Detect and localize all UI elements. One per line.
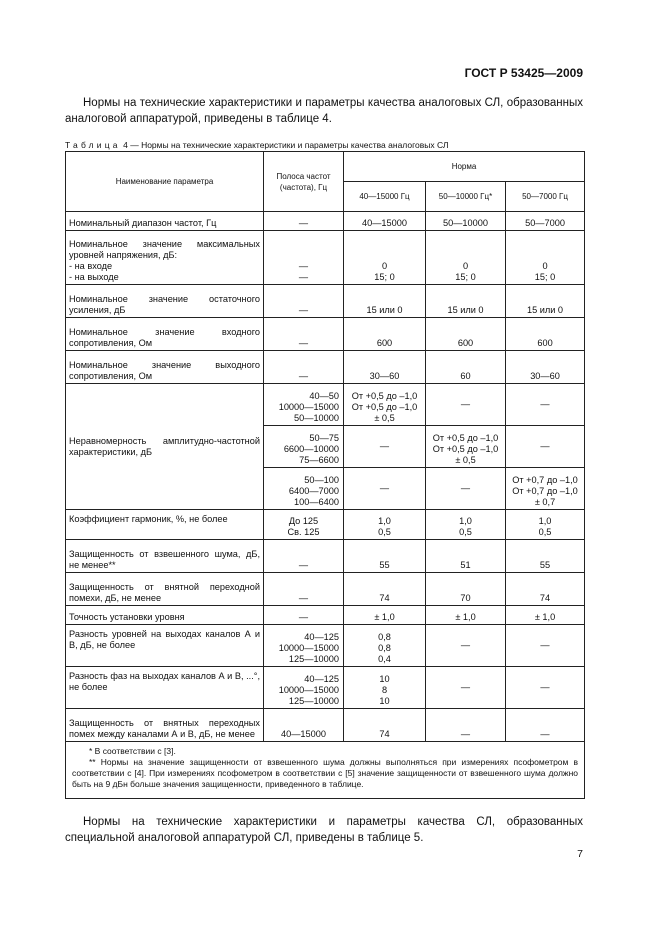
value-line: 10 [379,674,390,684]
value-cell [506,510,585,540]
value-cell: 74 [344,573,426,606]
band-line: — [298,272,309,282]
band-line: 6400—7000 [288,486,339,496]
value-cell: 55 [506,540,585,573]
value-cell: ± 1,0 [426,606,506,625]
intro-paragraph: Нормы на технические характеристики и параметры качества аналоговых СЛ, образованных аналоговой аппаратурой, приведены в таблице 4. [65,97,583,125]
param-cell: Защищенность от внятных переходных помех между каналами А и В, дБ, не менее [66,709,264,742]
value-line: 1,0 [538,516,552,526]
param-cell: Номинальное значение выходного сопротивления, Ом [66,351,264,384]
value-cell: — [344,468,426,510]
value-line: От +0,5 до –1,0 [351,402,418,412]
table-row [66,709,585,742]
band-line: 40—50 [309,391,339,401]
band-line: 10000—15000 [278,685,339,695]
band-cell [264,384,344,426]
header-param: Наименование параметра [66,152,264,212]
value-cell [506,231,585,285]
value-cell: ± 1,0 [344,606,426,625]
value-cell [344,625,426,667]
table-row [66,510,585,540]
table-row [66,540,585,573]
value-cell: 15 или 0 [506,285,585,318]
value-cell: 600 [426,318,506,351]
param-cell: Неравномерность амплитудно-частотной характеристики, дБ [66,384,264,510]
param-text: Номинальное значение максимальных уровней напряжения, дБ: [69,239,260,260]
table-row [66,667,585,709]
band-line: 6600—10000 [283,444,339,454]
value-cell: 74 [344,709,426,742]
band-line: Св. 125 [287,527,320,537]
value-line: 0 [462,261,469,271]
band-cell: — [264,573,344,606]
value-line: 0,4 [378,654,391,664]
band-cell: — [264,540,344,573]
band-cell [264,625,344,667]
value-cell [344,510,426,540]
outro-paragraph: Нормы на технические характеристики и параметры качества СЛ, образованных специальной аналоговой аппаратурой СЛ, приведены в таблице 5. [65,816,583,844]
footnotes-row [66,742,585,799]
header-norm: Норма [344,152,585,182]
band-line: — [298,261,309,271]
param-cell: Точность установки уровня [66,606,264,625]
band-line: 50—75 [309,433,339,443]
band-cell [264,231,344,285]
band-line: 100—6400 [294,497,339,507]
band-line: 40—125 [304,674,339,684]
table-row [66,318,585,351]
table-row [66,384,585,426]
value-cell: 50—10000 [426,212,506,231]
band-cell: — [264,212,344,231]
header-band: Полоса частот (частота), Гц [264,152,344,212]
value-cell: — [344,426,426,468]
header-col-50-7000: 50—7000 Гц [506,182,585,212]
table-row [66,351,585,384]
band-cell [264,667,344,709]
caption-label: Таблица [65,140,121,150]
value-cell: — [426,384,506,426]
footnote-2: ** Нормы на значение защищенности от взвешенного шума должны выполняться при измерениях псофометром в соответствии с [4]. При измерениях псофометром в соответствии с [5] значение защищенности от взвешенного шума должно быть на 9 дБн больше значения защищенности, приведенного в таблице. [72,757,579,789]
value-line: 10 [379,696,390,706]
param-subitem: - на выходе [69,272,119,282]
param-cell: Защищенность от взвешенного шума, дБ, не менее** [66,540,264,573]
value-line: От +0,7 до –1,0 [512,486,578,496]
header-col-40-15000: 40—15000 Гц [344,182,426,212]
value-cell: 50—7000 [506,212,585,231]
document-code: ГОСТ Р 53425—2009 [464,66,583,80]
caption-number: 4 [123,140,128,150]
header-col-50-10000: 50—10000 Гц* [426,182,506,212]
value-cell: — [506,667,585,709]
value-cell: ± 1,0 [506,606,585,625]
band-cell [264,426,344,468]
value-line: ± 0,5 [455,455,476,465]
value-cell: 70 [426,573,506,606]
band-cell: — [264,318,344,351]
value-line: 0,8 [378,643,391,653]
value-line: От +0,5 до –1,0 [351,391,418,401]
table-row [66,606,585,625]
norms-table [65,151,585,799]
value-cell: 15 или 0 [344,285,426,318]
value-cell [344,667,426,709]
value-line: 15; 0 [455,272,476,282]
value-cell: 74 [506,573,585,606]
value-cell: — [506,384,585,426]
param-cell: Защищенность от внятной переходной помехи, дБ, не менее [66,573,264,606]
table-header-row [66,152,585,182]
table-row [66,573,585,606]
band-line: 75—6600 [299,455,339,465]
param-cell: Номинальный диапазон частот, Гц [66,212,264,231]
table-row [66,625,585,667]
band-line: До 125 [288,516,319,526]
value-line: От +0,5 до –1,0 [432,433,499,443]
band-line: 40—125 [304,632,339,642]
footnotes-cell [66,742,585,799]
value-line: 1,0 [378,516,391,526]
band-line: 50—100 [304,475,339,485]
value-cell [426,510,506,540]
caption-text: — Нормы на технические характеристики и параметры качества аналоговых СЛ [127,140,449,150]
band-cell: — [264,351,344,384]
value-cell: 600 [344,318,426,351]
param-cell: Номинальное значение остаточного усиления, дБ [66,285,264,318]
table-caption [65,140,448,150]
value-cell: — [506,426,585,468]
value-line: 0,8 [378,632,391,642]
band-line: 125—10000 [288,696,339,706]
value-cell [426,231,506,285]
value-cell: 15 или 0 [426,285,506,318]
param-cell: Разность уровней на выходах каналов А и В, дБ, не более [66,625,264,667]
value-line: 0,5 [378,527,391,537]
page-number: 7 [577,848,583,860]
band-cell: — [264,606,344,625]
value-cell: 600 [506,318,585,351]
value-cell [344,231,426,285]
table-row [66,231,585,285]
footnote-1: * В соответствии с [3]. [89,746,176,756]
value-line: От +0,5 до –1,0 [432,444,499,454]
value-line: 1,0 [459,516,472,526]
value-cell: — [426,625,506,667]
value-cell: — [426,667,506,709]
param-subitem: - на входе [69,261,113,271]
band-cell [264,510,344,540]
value-cell: — [426,709,506,742]
value-cell: 60 [426,351,506,384]
value-line: 8 [381,685,388,695]
value-line: 15; 0 [534,272,556,282]
value-cell: — [506,625,585,667]
band-line: 50—10000 [294,413,339,423]
value-line: 0 [542,261,548,271]
param-cell: Номинальное значение входного сопротивления, Ом [66,318,264,351]
param-cell [66,231,264,285]
value-cell [344,384,426,426]
value-cell [426,426,506,468]
value-line: 0,5 [459,527,472,537]
band-cell: — [264,285,344,318]
table-row [66,285,585,318]
band-cell: 40—15000 [264,709,344,742]
table-row [66,212,585,231]
value-cell: — [426,468,506,510]
value-line: 0,5 [538,527,552,537]
value-line: От +0,7 до –1,0 [512,475,578,485]
value-line: ± 0,7 [534,497,556,507]
value-cell: — [506,709,585,742]
value-line: ± 0,5 [374,413,395,423]
band-line: 10000—15000 [278,402,339,412]
value-cell: 30—60 [344,351,426,384]
value-cell: 30—60 [506,351,585,384]
value-cell: 51 [426,540,506,573]
param-cell: Разность фаз на выходах каналов А и В, ...°, не более [66,667,264,709]
param-cell: Коэффициент гармоник, %, не более [66,510,264,540]
value-cell: 40—15000 [344,212,426,231]
band-line: 10000—15000 [278,643,339,653]
value-line: 15; 0 [374,272,395,282]
value-line: 0 [381,261,388,271]
value-cell: 55 [344,540,426,573]
band-line: 125—10000 [288,654,339,664]
value-cell [506,468,585,510]
band-cell [264,468,344,510]
